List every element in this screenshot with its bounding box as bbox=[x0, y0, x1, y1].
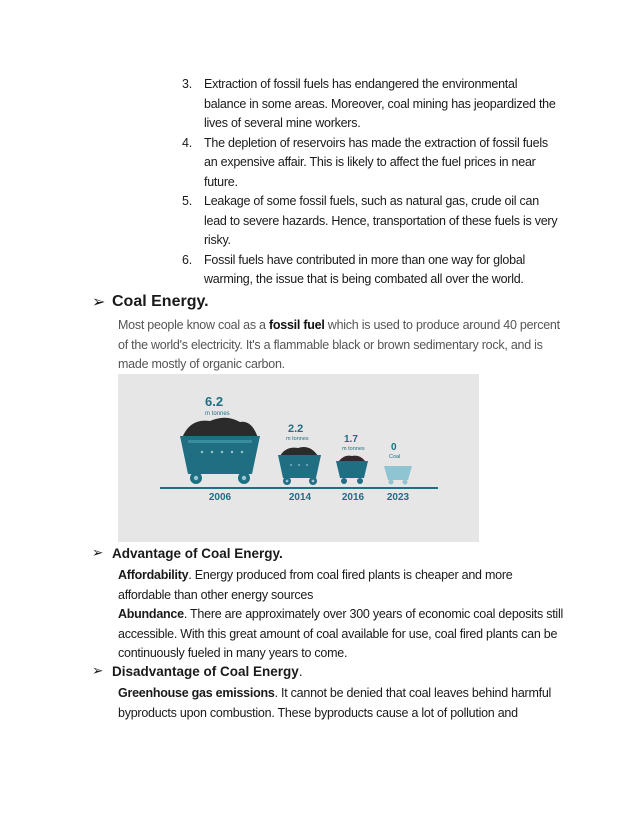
arrow-bullet-icon: ➢ bbox=[92, 294, 106, 311]
list-item bbox=[182, 251, 562, 290]
value-label: 0 bbox=[391, 442, 397, 453]
coal-pile bbox=[182, 418, 258, 438]
list-text: Leakage of some fossil fuels, such as natural gas, crude oil can lead to severe hazards. Hence, transportation of these fuels is very risky. bbox=[204, 194, 558, 247]
arrow-bullet-icon: ➢ bbox=[92, 545, 104, 560]
list-number: 5. bbox=[182, 194, 192, 208]
year-label: 2016 bbox=[341, 492, 365, 503]
list-item bbox=[182, 192, 562, 251]
list-text: The depletion of reservoirs has made the extraction of fossil fuels an expensive affair. This is likely to affect the fuel prices in near future. bbox=[204, 135, 548, 189]
value-label: 6.2 bbox=[205, 394, 224, 409]
year-label: 2023 bbox=[386, 492, 410, 503]
value-label: 2.2 bbox=[288, 423, 304, 435]
advantage-body bbox=[118, 566, 568, 664]
year-label: 2014 bbox=[288, 492, 312, 503]
infographic-svg bbox=[118, 374, 479, 542]
fossil-fuel-link[interactable]: fossil fuel bbox=[268, 318, 325, 332]
cart-body bbox=[336, 461, 368, 478]
unit-label: m tonnes bbox=[342, 446, 365, 452]
list-number: 4. bbox=[182, 135, 192, 150]
unit-label: m tonnes bbox=[205, 411, 230, 417]
cart-body bbox=[384, 466, 412, 480]
greenhouse-paragraph: Greenhouse gas emissions. It cannot be denied that coal leaves behind harmful byproducts upon combustion. These byproducts cause a lot of pollution and bbox=[118, 686, 552, 720]
abundance-paragraph: Abundance. There are approximately over 300 years of economic coal deposits still accessible. With this great amount of coal available for use, coal fired plants can be continuously fueled in many years to come. bbox=[118, 607, 563, 660]
heading-text: Advantage of Coal Energy. bbox=[112, 545, 283, 561]
cart-2023 bbox=[384, 442, 412, 503]
list-number: 3. bbox=[182, 77, 192, 91]
list-text: Extraction of fossil fuels has endangered the environmental balance in some areas. Moreover, coal mining has jeopardized the lives of several mine workers. bbox=[204, 77, 556, 130]
affordability-paragraph: Affordability. Energy produced from coal fired plants is cheaper and more affordable than other energy sources bbox=[118, 568, 513, 602]
heading-text: Disadvantage of Coal Energy bbox=[112, 663, 299, 679]
unit-label: Coal bbox=[389, 454, 401, 460]
coal-intro-paragraph: Most people know coal as a fossil fuel which is used to produce around 40 percent of the world's electricity. It's a flammable black or brown sedimentary rock, and is made mostly of organic carbon. bbox=[118, 318, 560, 371]
list-item bbox=[182, 134, 562, 193]
coal-pile bbox=[280, 447, 318, 456]
disadvantage-body bbox=[118, 684, 568, 723]
cart-2014 bbox=[278, 423, 321, 503]
advantage-heading bbox=[92, 545, 572, 561]
arrow-bullet-icon: ➢ bbox=[92, 663, 104, 678]
heading-text: Coal Energy. bbox=[112, 293, 209, 310]
cart-2016 bbox=[336, 434, 368, 503]
disadvantage-heading: ➢ Disadvantage of Coal Energy . bbox=[92, 663, 303, 679]
cart-2006 bbox=[180, 394, 260, 503]
numbered-list bbox=[182, 75, 562, 290]
list-text: Fossil fuels have contributed in more than one way for global warming, the issue that is being combated all over the world. bbox=[204, 252, 526, 286]
value-label: 1.7 bbox=[344, 434, 358, 445]
list-number: 6. bbox=[182, 252, 192, 267]
list-item bbox=[182, 75, 562, 134]
year-label: 2006 bbox=[208, 492, 232, 503]
coal-infographic bbox=[118, 374, 479, 542]
coal-energy-heading bbox=[92, 292, 572, 312]
unit-label: m tonnes bbox=[286, 436, 309, 442]
cart-body bbox=[278, 455, 321, 478]
